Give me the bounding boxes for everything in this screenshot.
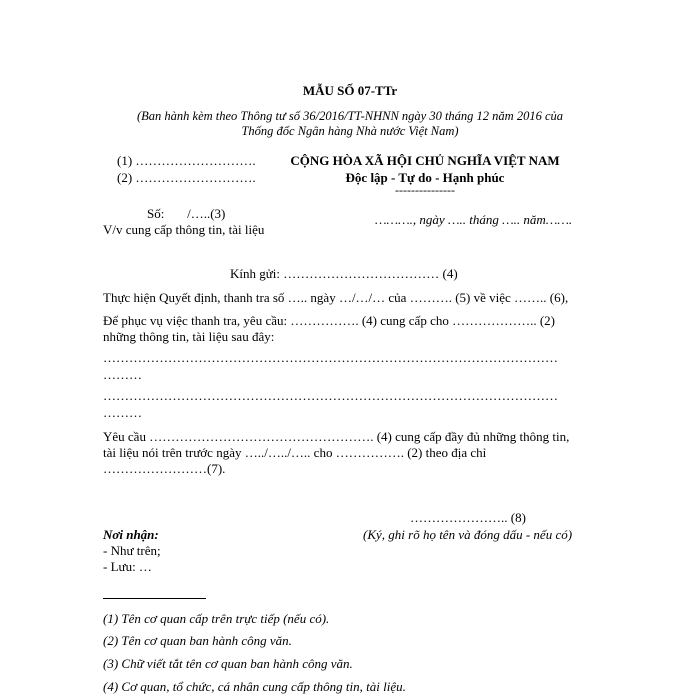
paragraph-deadline-3: ……………………(7). [103,461,226,476]
country-slogan: Độc lập - Tự do - Hạnh phúc [345,170,505,185]
form-number: MẪU SỐ 07-TTr [302,83,398,98]
issued-line-2: Thống đốc Ngân hàng Nhà nước Việt Nam) [241,124,459,138]
footnote-item: (2) Tên cơ quan ban hành công văn. [103,633,292,648]
signature-placeholder: ………………….. (8) [410,510,526,525]
footnote-separator [103,598,206,599]
document-number: Số: /…..(3) [147,206,226,221]
recipients-title: Nơi nhận: [103,527,159,542]
footnote-item: (1) Tên cơ quan cấp trên trực tiếp (nếu có). [103,611,330,626]
paragraph-decision: Thực hiện Quyết định, thanh tra số ….. ngày …/…/… của ………. (5) về việc …….. (6), [103,290,569,305]
slogan-underline: --------------- [395,183,455,197]
agency-line-1: (1) ………………………. [117,153,256,168]
dotted-line-2: …………………………………………………………………………………………… [103,388,558,403]
document-subject: V/v cung cấp thông tin, tài liệu [103,222,265,237]
paragraph-request-2: những thông tin, tài liệu sau đây: [103,329,275,344]
recipient-line: Kính gửi: ……………………………… (4) [230,266,458,281]
issued-line-1: (Ban hành kèm theo Thông tư số 36/2016/TT-NHNN ngày 30 tháng 12 năm 2016 của [136,109,564,123]
recipient-item: - Như trên; [103,543,161,558]
paragraph-request-1: Để phục vụ việc thanh tra, yêu cầu: ……………. (4) cung cấp cho ……………….. (2) [103,313,555,328]
dotted-line-2-cont: ……… [103,405,142,420]
footnote-item: (3) Chữ viết tắt tên cơ quan ban hành công văn. [103,656,353,671]
signature-note: (Ký, ghi rõ họ tên và đóng dấu - nếu có) [363,527,573,542]
footnote-item: (4) Cơ quan, tổ chức, cá nhân cung cấp thông tin, tài liệu. [103,679,406,694]
dotted-line-1-cont: ……… [103,367,142,382]
recipient-item: - Lưu: … [103,559,152,574]
document-date: ………., ngày ….. tháng ….. năm……. [375,212,573,227]
country-name: CỘNG HÒA XÃ HỘI CHỦ NGHĨA VIỆT NAM [290,153,560,168]
paragraph-deadline-1: Yêu cầu ……………………………………………. (4) cung cấp đầy đủ những thông tin, [103,429,570,444]
agency-line-2: (2) ………………………. [117,170,256,185]
paragraph-deadline-2: tài liệu nói trên trước ngày …../…../….. cho ……………. (2) theo địa chỉ [103,445,487,460]
dotted-line-1: …………………………………………………………………………………………… [103,350,558,365]
